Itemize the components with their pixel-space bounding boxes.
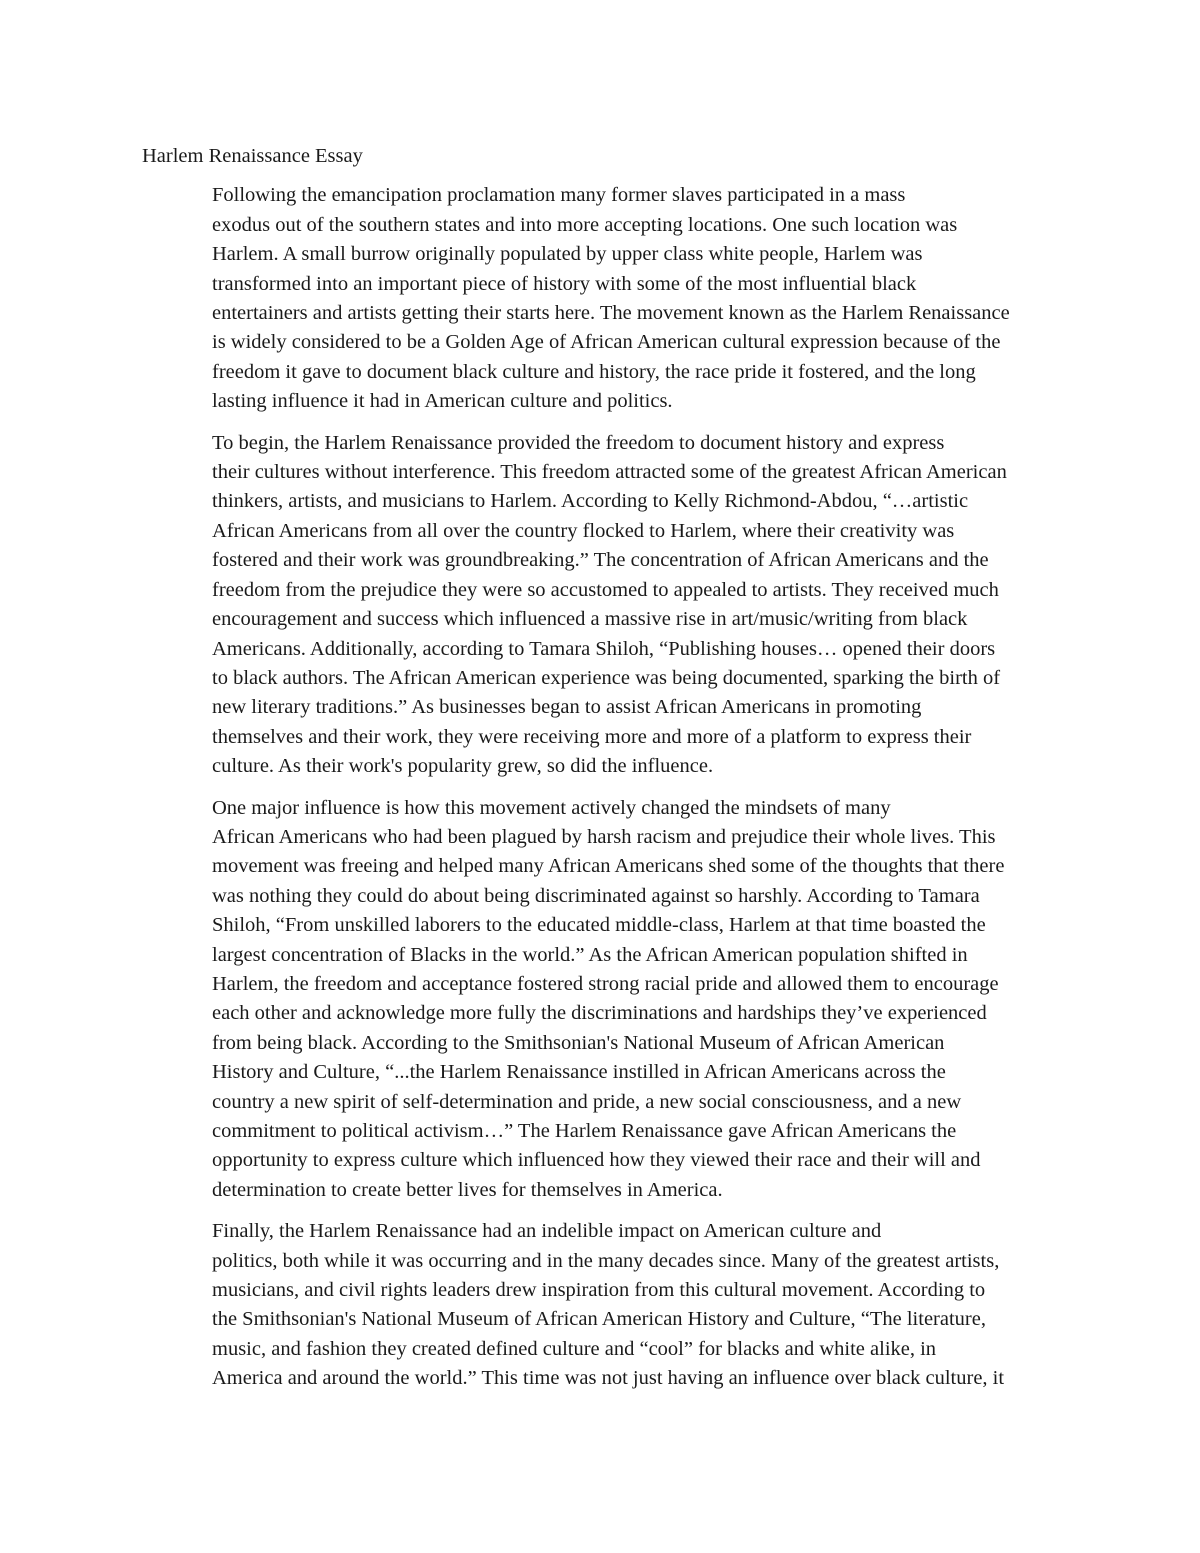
paragraph-line: was nothing they could do about being discriminated against so harshly. According to Tamara: [212, 884, 980, 907]
paragraph-line: musicians, and civil rights leaders drew inspiration from this cultural movement. According to: [212, 1279, 986, 1302]
paragraph-line: entertainers and artists getting their starts here. The movement known as the Harlem Renaissance: [212, 302, 1010, 325]
paragraph-line: fostered and their work was groundbreaking.” The concentration of African Americans and the: [212, 549, 989, 572]
paragraph-line: History and Culture, “...the Harlem Renaissance instilled in African Americans across the: [212, 1061, 946, 1084]
paragraph-line: lasting influence it had in American culture and politics.: [212, 390, 673, 413]
paragraph-line: To begin, the Harlem Renaissance provided the freedom to document history and express: [212, 431, 945, 454]
paragraph-line: music, and fashion they created defined culture and “cool” for blacks and white alike, in: [212, 1337, 937, 1360]
essay-paragraph: [142, 429, 1062, 782]
paragraph-line: One major influence is how this movement actively changed the mindsets of many: [212, 796, 891, 819]
paragraph-line: thinkers, artists, and musicians to Harlem. According to Kelly Richmond-Abdou, “…artistic: [212, 490, 969, 513]
essay-paragraph: [142, 794, 1062, 1206]
paragraph-line: culture. As their work's popularity grew, so did the influence.: [212, 755, 714, 778]
essay-paragraphs: [142, 181, 1062, 1393]
paragraph-line: Harlem. A small burrow originally populated by upper class white people, Harlem was: [212, 243, 923, 266]
paragraph-line: commitment to political activism…” The Harlem Renaissance gave African Americans the: [212, 1120, 957, 1142]
paragraph-line: freedom it gave to document black culture and history, the race pride it fostered, and the long: [212, 360, 976, 383]
paragraph-line: to black authors. The African American experience was being documented, sparking the birth of: [212, 666, 1001, 689]
paragraph-line: the Smithsonian's National Museum of African American History and Culture, “The literature,: [212, 1308, 986, 1331]
paragraph-line: African Americans from all over the country flocked to Harlem, where their creativity was: [212, 519, 955, 542]
essay-title: Harlem Renaissance Essay: [142, 145, 363, 167]
paragraph-line: movement was freeing and helped many African Americans shed some of the thoughts that there: [212, 855, 1005, 878]
paragraph-line: country a new spirit of self-determination and pride, a new social consciousness, and a new: [212, 1090, 962, 1113]
paragraph-line: Finally, the Harlem Renaissance had an indelible impact on American culture and: [212, 1220, 882, 1243]
paragraph-line: encouragement and success which influenced a massive rise in art/music/writing from black: [212, 608, 968, 631]
paragraph-line: opportunity to express culture which influenced how they viewed their race and their will and: [212, 1149, 981, 1172]
paragraph-line: Following the emancipation proclamation many former slaves participated in a mass: [212, 184, 906, 207]
paragraph-line: themselves and their work, they were receiving more and more of a platform to express their: [212, 725, 972, 748]
paragraph-line: new literary traditions.” As businesses began to assist African Americans in promoting: [212, 696, 922, 719]
paragraph-line: each other and acknowledge more fully the discriminations and hardships they’ve experienced: [212, 1002, 987, 1025]
paragraph-line: freedom from the prejudice they were so accustomed to appealed to artists. They received much: [212, 578, 999, 601]
paragraph-line: largest concentration of Blacks in the world.” As the African American population shifted in: [212, 943, 968, 966]
paragraph-line: transformed into an important piece of history with some of the most influential black: [212, 272, 917, 295]
paragraph-line: from being black. According to the Smithsonian's National Museum of African American: [212, 1031, 945, 1054]
paragraph-line: their cultures without interference. This freedom attracted some of the greatest African American: [212, 461, 1007, 484]
paragraph-line: determination to create better lives for themselves in America.: [212, 1178, 723, 1201]
paragraph-line: is widely considered to be a Golden Age of African American cultural expression because of the: [212, 331, 1001, 354]
essay-paragraph: [142, 1217, 1062, 1393]
paragraph-line: politics, both while it was occurring and in the many decades since. Many of the greatest artists,: [212, 1249, 1000, 1272]
paragraph-line: African Americans who had been plagued by harsh racism and prejudice their whole lives. This: [212, 825, 996, 848]
paragraph-line: Americans. Additionally, according to Tamara Shiloh, “Publishing houses… opened their doors: [212, 637, 996, 660]
essay-body: [142, 142, 1062, 1406]
paragraph-line: Harlem, the freedom and acceptance fostered strong racial pride and allowed them to encourage: [212, 972, 999, 995]
paragraph-line: America and around the world.” This time was not just having an influence over black culture, it: [212, 1367, 1005, 1390]
paragraph-line: Shiloh, “From unskilled laborers to the educated middle-class, Harlem at that time boasted the: [212, 914, 986, 937]
essay-paragraph: [142, 181, 1062, 416]
paragraph-line: exodus out of the southern states and into more accepting locations. One such location was: [212, 213, 958, 236]
